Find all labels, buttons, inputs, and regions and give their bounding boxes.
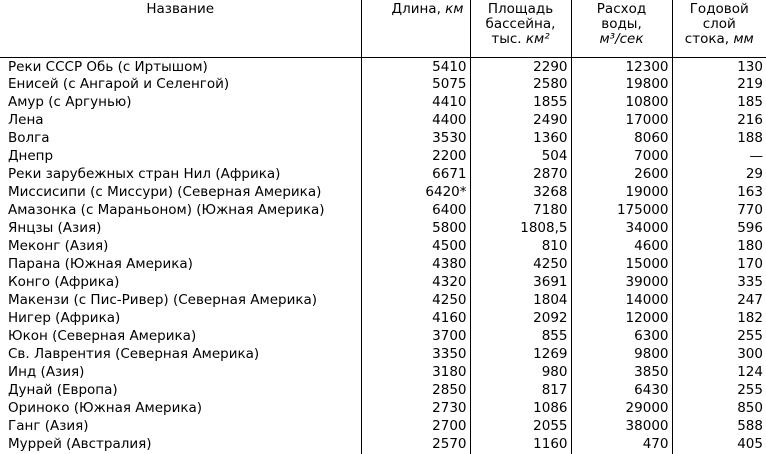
table-row [0, 328, 766, 346]
table-row [0, 166, 766, 184]
flow-cell: 2600 [571, 166, 672, 184]
runoff-layer-cell: 185 [672, 94, 766, 112]
flow-cell: 17000 [571, 112, 672, 130]
flow-cell: 175000 [571, 202, 672, 220]
table-row [0, 274, 766, 292]
table-row [0, 382, 766, 400]
length-cell: 4500 [361, 238, 470, 256]
flow-cell: 4600 [571, 238, 672, 256]
length-cell: 4410 [361, 94, 470, 112]
area-cell: 810 [470, 238, 571, 256]
length-cell: 6671 [361, 166, 470, 184]
river-name-cell: Парана (Южная Америка) [8, 256, 193, 272]
river-name-cell: Меконг (Азия) [8, 238, 109, 254]
length-cell: 2850 [361, 382, 470, 400]
area-cell: 3268 [470, 184, 571, 202]
runoff-layer-cell: — [672, 148, 766, 166]
area-cell: 2055 [470, 418, 571, 436]
runoff-layer-cell: 170 [672, 256, 766, 274]
flow-cell: 9800 [571, 346, 672, 364]
area-cell: 504 [470, 148, 571, 166]
river-name-cell: Ганг (Азия) [8, 418, 89, 434]
river-name-cell: Янцзы (Азия) [8, 220, 102, 236]
table-row [0, 202, 766, 220]
runoff-layer-cell: 216 [672, 112, 766, 130]
table-row [0, 292, 766, 310]
area-cell: 1855 [470, 94, 571, 112]
runoff-layer-cell: 182 [672, 310, 766, 328]
river-name-cell: Св. Лаврентия (Северная Америка) [8, 346, 260, 362]
area-cell: 2290 [470, 57, 571, 76]
river-name-cell: Миссисипи (с Миссури) (Северная Америка) [8, 184, 322, 200]
area-cell: 3691 [470, 274, 571, 292]
river-name-cell: Инд (Азия) [8, 364, 85, 380]
table-row [0, 400, 766, 418]
header-length: Длина, км [361, 0, 470, 57]
table-row [0, 112, 766, 130]
river-name-cell: Муррей (Австралия) [8, 436, 152, 452]
length-cell: 5075 [361, 76, 470, 94]
area-cell: 980 [470, 364, 571, 382]
runoff-layer-cell: 255 [672, 328, 766, 346]
header-area: Площадь бассейна, тыс. км² [470, 0, 571, 57]
runoff-layer-cell: 180 [672, 238, 766, 256]
length-cell: 4380 [361, 256, 470, 274]
runoff-layer-cell: 29 [672, 166, 766, 184]
table-header [0, 0, 766, 57]
length-cell: 6420* [361, 184, 470, 202]
runoff-layer-cell: 188 [672, 130, 766, 148]
length-cell: 3700 [361, 328, 470, 346]
flow-cell: 19800 [571, 76, 672, 94]
river-name-cell: Амур (с Аргунью) [8, 94, 132, 110]
header-area-unit: км² [525, 31, 550, 47]
length-cell: 6400 [361, 202, 470, 220]
runoff-layer-cell: 219 [672, 76, 766, 94]
length-cell: 2730 [361, 400, 470, 418]
table-row [0, 94, 766, 112]
flow-cell: 6300 [571, 328, 672, 346]
river-name-cell: Днепр [8, 148, 54, 164]
river-name-cell: Макензи (с Пис-Ривер) (Северная Америка) [8, 292, 318, 308]
runoff-layer-cell: 850 [672, 400, 766, 418]
table-body [0, 57, 766, 454]
flow-cell: 29000 [571, 400, 672, 418]
table-row [0, 148, 766, 166]
header-flow: Расход воды, м³/сек [571, 0, 672, 57]
table-row [0, 418, 766, 436]
area-cell: 1360 [470, 130, 571, 148]
area-cell: 1160 [470, 436, 571, 454]
area-cell: 1804 [470, 292, 571, 310]
length-cell: 3350 [361, 346, 470, 364]
table-row [0, 57, 766, 76]
table-row [0, 364, 766, 382]
runoff-layer-cell: 335 [672, 274, 766, 292]
river-name-cell: Конго (Африка) [8, 274, 120, 290]
river-name-cell: Енисей (с Ангарой и Селенгой) [8, 76, 230, 92]
flow-cell: 3850 [571, 364, 672, 382]
table-row [0, 256, 766, 274]
river-name-cell: Нигер (Африка) [8, 310, 121, 326]
flow-cell: 38000 [571, 418, 672, 436]
runoff-layer-cell: 255 [672, 382, 766, 400]
river-name-cell: Юкон (Северная Америка) [8, 328, 197, 344]
flow-cell: 39000 [571, 274, 672, 292]
header-flow-unit: м³/сек [599, 31, 644, 47]
area-cell: 855 [470, 328, 571, 346]
runoff-layer-cell: 588 [672, 418, 766, 436]
area-cell: 1086 [470, 400, 571, 418]
flow-cell: 10800 [571, 94, 672, 112]
flow-cell: 6430 [571, 382, 672, 400]
runoff-layer-cell: 247 [672, 292, 766, 310]
runoff-layer-cell: 770 [672, 202, 766, 220]
table-row [0, 238, 766, 256]
flow-cell: 470 [571, 436, 672, 454]
area-cell: 7180 [470, 202, 571, 220]
runoff-layer-cell: 405 [672, 436, 766, 454]
table-row [0, 184, 766, 202]
length-cell: 4160 [361, 310, 470, 328]
runoff-layer-cell: 300 [672, 346, 766, 364]
river-name-cell: Ориноко (Южная Америка) [8, 400, 203, 416]
header-layer: Годовой слой стока, мм [672, 0, 766, 57]
table-row [0, 346, 766, 364]
river-name-cell: Дунай (Европа) [8, 382, 118, 398]
flow-cell: 12000 [571, 310, 672, 328]
flow-cell: 34000 [571, 220, 672, 238]
flow-cell: 15000 [571, 256, 672, 274]
flow-cell: 8060 [571, 130, 672, 148]
header-layer-unit: мм [733, 31, 754, 47]
flow-cell: 12300 [571, 57, 672, 76]
area-cell: 2870 [470, 166, 571, 184]
length-cell: 3180 [361, 364, 470, 382]
length-cell: 2570 [361, 436, 470, 454]
flow-cell: 19000 [571, 184, 672, 202]
length-cell: 3530 [361, 130, 470, 148]
table-row [0, 76, 766, 94]
length-cell: 4320 [361, 274, 470, 292]
length-cell: 4250 [361, 292, 470, 310]
length-cell: 5800 [361, 220, 470, 238]
runoff-layer-cell: 163 [672, 184, 766, 202]
area-cell: 2490 [470, 112, 571, 130]
table-row [0, 436, 766, 454]
runoff-layer-cell: 130 [672, 57, 766, 76]
header-length-unit: км [445, 1, 464, 17]
length-cell: 2200 [361, 148, 470, 166]
length-cell: 4400 [361, 112, 470, 130]
river-name-cell: Реки СССР Обь (с Иртышом) [8, 58, 208, 75]
table-row [0, 220, 766, 238]
area-cell: 4250 [470, 256, 571, 274]
river-name-cell: Лена [8, 112, 44, 128]
length-cell: 2700 [361, 418, 470, 436]
table-row [0, 130, 766, 148]
area-cell: 817 [470, 382, 571, 400]
river-name-cell: Реки зарубежных стран Нил (Африка) [8, 166, 281, 182]
area-cell: 1808,5 [470, 220, 571, 238]
flow-cell: 7000 [571, 148, 672, 166]
river-name-cell: Амазонка (с Мараньоном) (Южная Америка) [8, 202, 325, 218]
area-cell: 2580 [470, 76, 571, 94]
runoff-layer-cell: 124 [672, 364, 766, 382]
area-cell: 2092 [470, 310, 571, 328]
header-name: Название [0, 0, 361, 57]
table-row [0, 310, 766, 328]
flow-cell: 14000 [571, 292, 672, 310]
area-cell: 1269 [470, 346, 571, 364]
river-name-cell: Волга [8, 130, 50, 146]
length-cell: 5410 [361, 57, 470, 76]
runoff-layer-cell: 596 [672, 220, 766, 238]
